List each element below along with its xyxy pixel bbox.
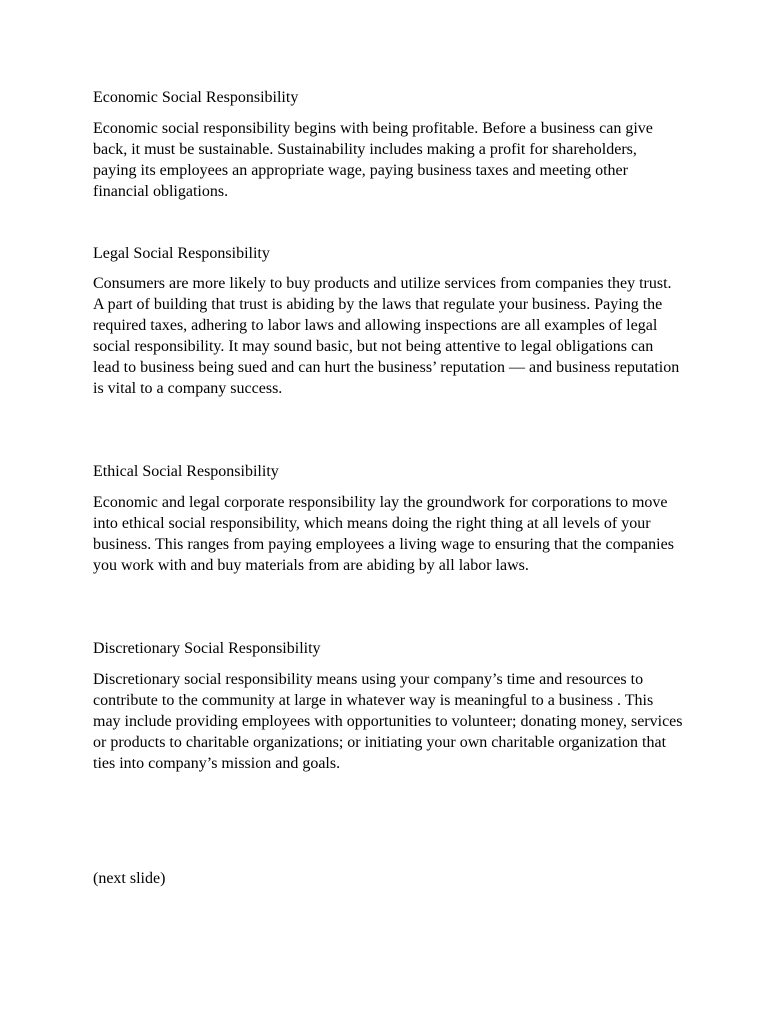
section-body-ethical: Economic and legal corporate responsibility lay the groundwork for corporations to move into ethical social responsibility, which means doing the right thing at all levels of your business. This ranges from paying employees a living wage to ensuring that the companies you work with and buy materials from are abiding by all labor laws. <box>93 494 674 574</box>
section-heading-ethical: Ethical Social Responsibility <box>93 463 279 480</box>
section-body-discretionary: Discretionary social responsibility means using your company’s time and resources to contribute to the community at large in whatever way is meaningful to a business . This may include providing employees with opportunities to volunteer; donating money, services or products to charitable organizations; or initiating your own charitable organization that ties into company’s mission and goals. <box>93 671 683 772</box>
section-heading-discretionary: Discretionary Social Responsibility <box>93 640 321 657</box>
section-heading-economic: Economic Social Responsibility <box>93 89 299 106</box>
section-body-economic: Economic social responsibility begins with being profitable. Before a business can give back, it must be sustainable. Sustainability includes making a profit for shareholders, paying its employees an appropriate wage, paying business taxes and meeting other financial obligations. <box>93 120 653 200</box>
section-body-legal: Consumers are more likely to buy products and utilize services from companies they trust. A part of building that trust is abiding by the laws that regulate your business. Paying the required taxes, adhering to labor laws and allowing inspections are all examples of legal social responsibility. It may sound basic, but not being attentive to legal obligations can lead to business being sued and can hurt the business’ reputation — and business reputation is vital to a company success. <box>93 275 680 397</box>
section-heading-legal: Legal Social Responsibility <box>93 245 270 262</box>
next-slide-note: (next slide) <box>93 870 166 887</box>
